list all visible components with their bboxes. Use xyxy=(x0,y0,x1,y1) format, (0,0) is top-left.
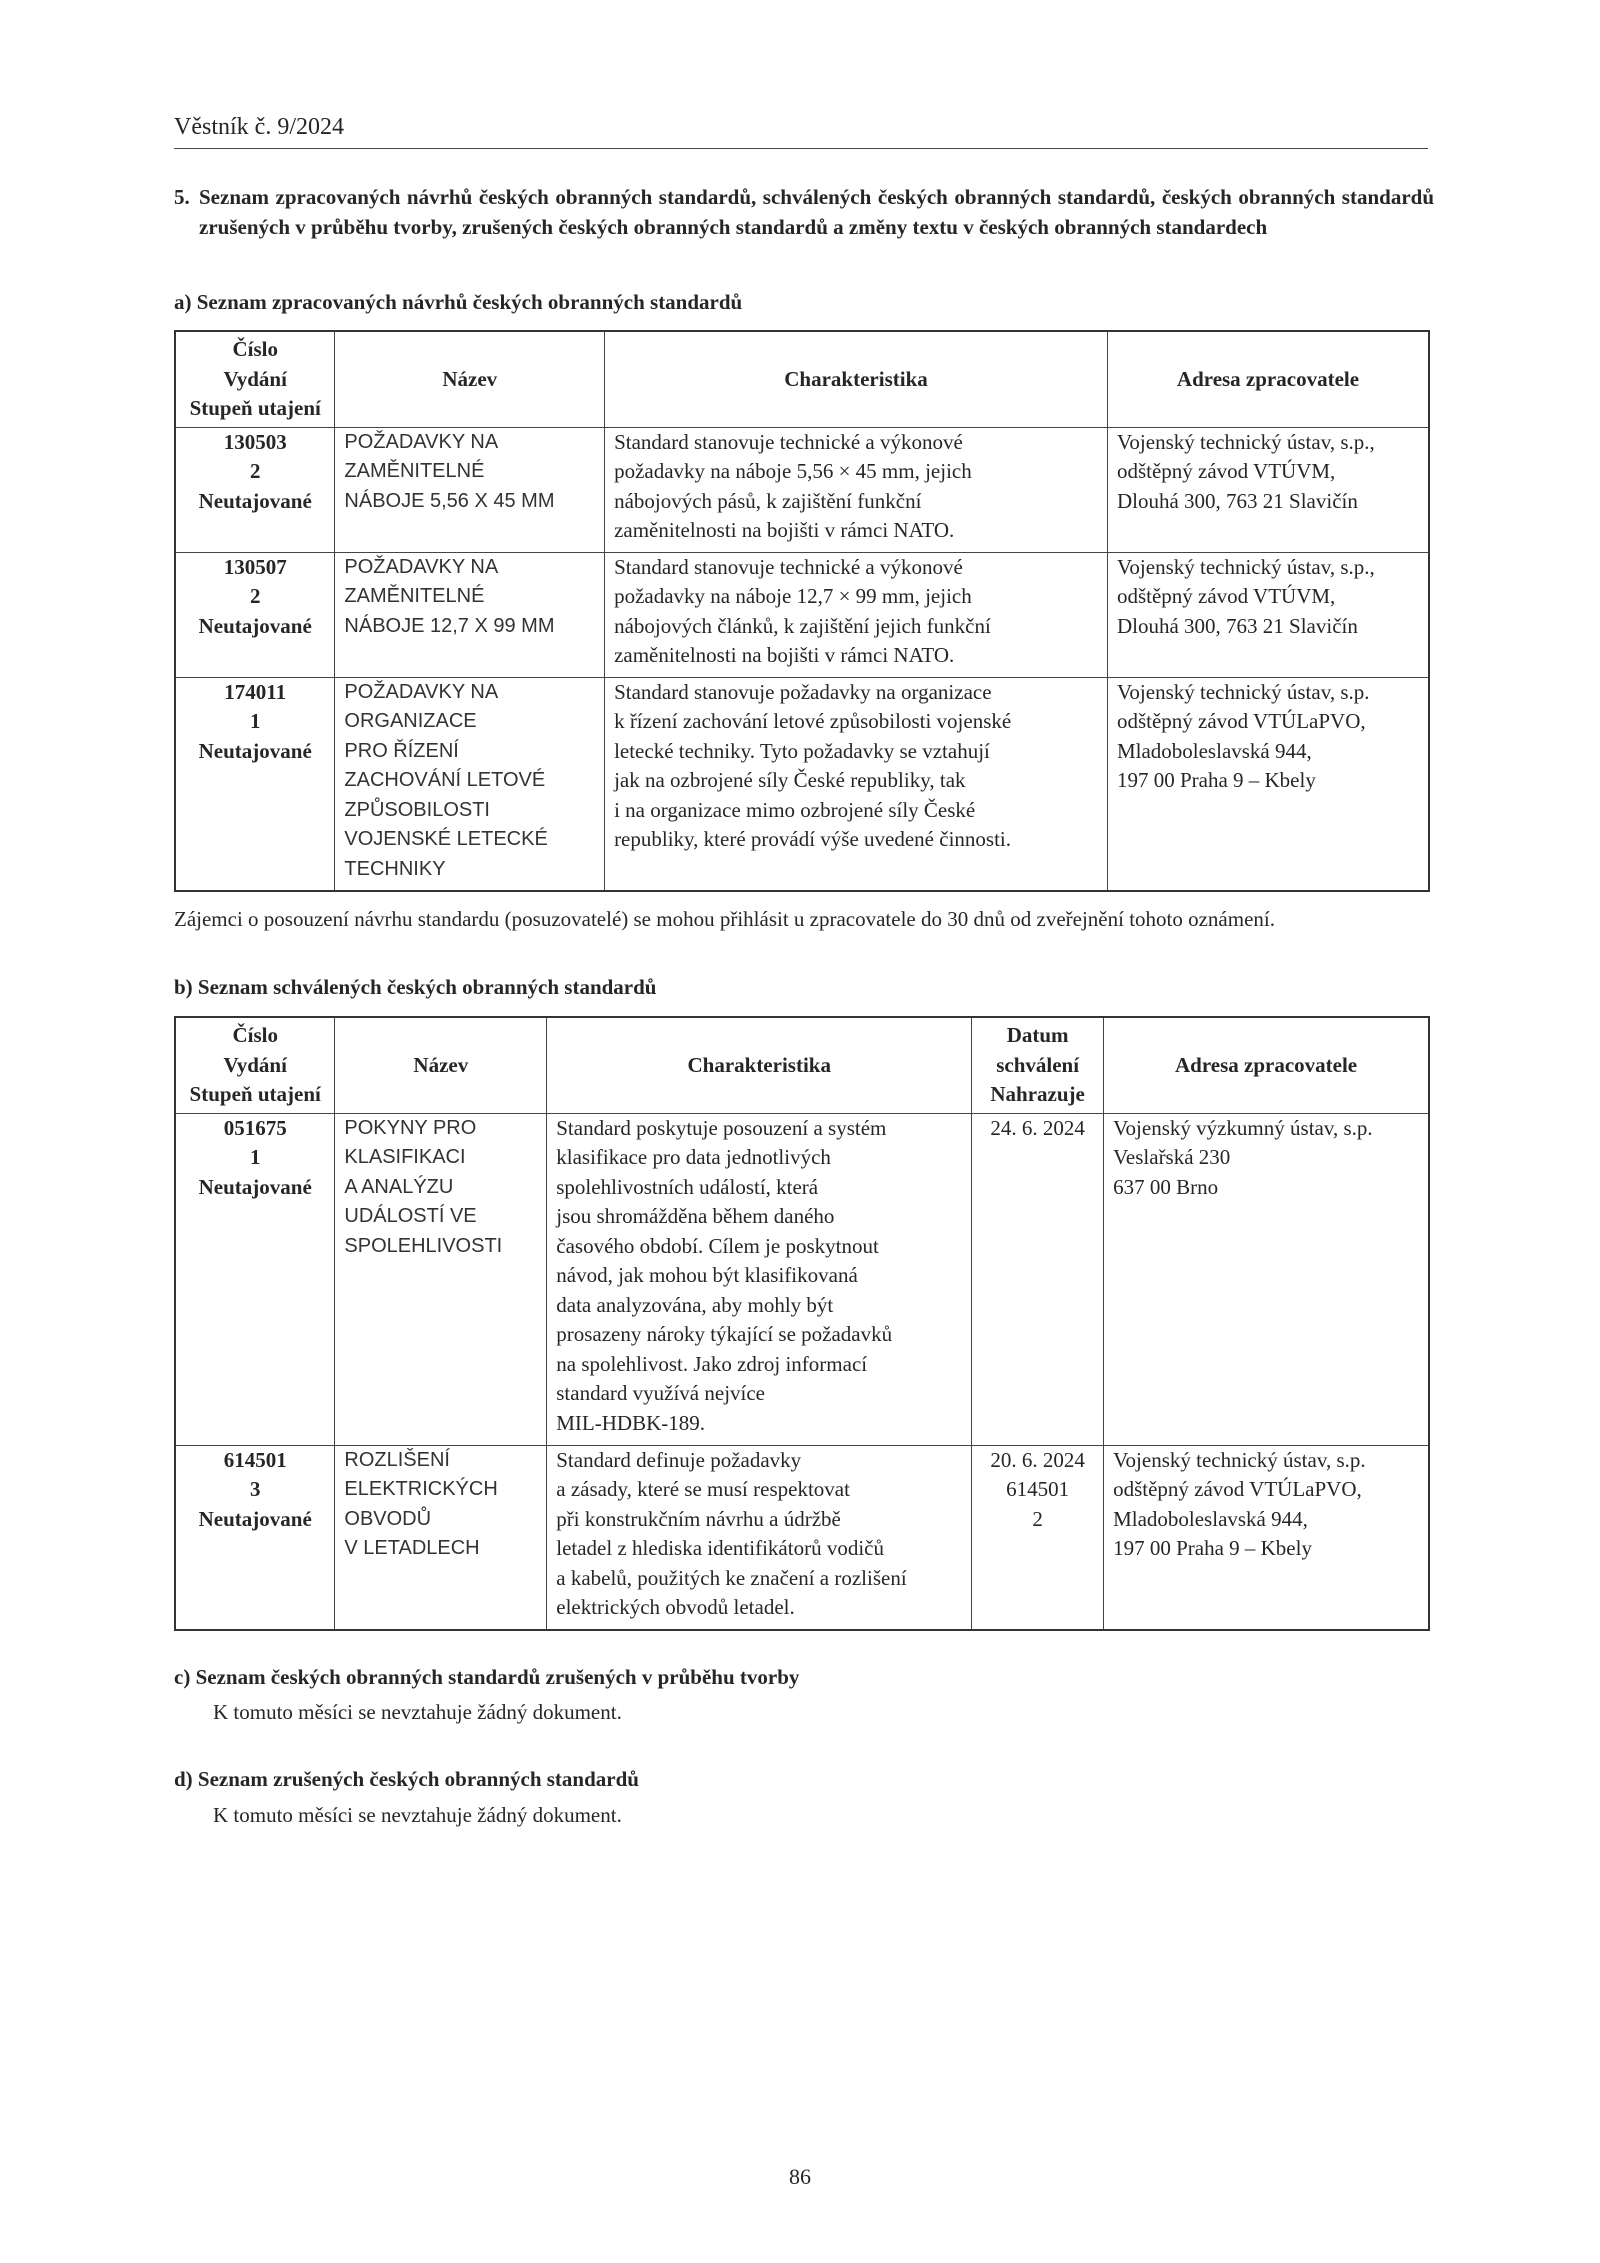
page-number: 86 xyxy=(789,2164,811,2189)
cell-cislo: 130503 2 Neutajované xyxy=(175,427,335,552)
cell-charakteristika: Standard stanovuje technické a výkonové požadavky na náboje 5,56 × 45 mm, jejich nábojových pásů, k zajištění funkční zaměnitelnosti na bojišti v rámci NATO. xyxy=(605,427,1108,552)
section-title-text: Seznam zpracovaných návrhů českých obranných standardů, schválených českých obranných standardů, českých obranných standardů zrušených v průběhu tvorby, zrušených českých obranných standardů a změny textu v českých obranných standardech xyxy=(199,185,1434,239)
cell-charakteristika: Standard definuje požadavky a zásady, které se musí respektovat při konstrukčním návrhu a údržbě letadel z hlediska identifikátorů vodičů a kabelů, použitých ke značení a rozlišení elektrických obvodů letadel. xyxy=(547,1445,972,1630)
cell-cislo: 051675 1 Neutajované xyxy=(175,1113,335,1445)
col-header-adresa: Adresa zpracovatele xyxy=(1107,331,1429,427)
drafts-note: Zájemci o posouzení návrhu standardu (posuzovatelé) se mohou přihlásit u zpracovatele do 30 dnů od zveřejnění tohoto oznámení. xyxy=(174,907,1275,931)
table-row xyxy=(175,552,1429,677)
cell-charakteristika: Standard stanovuje požadavky na organizace k řízení zachování letové způsobilosti vojenské letecké techniky. Tyto požadavky se vztahují jak na ozbrojené síly České republiky, tak i na organizace mimo ozbrojené síly České republiky, které provádí výše uvedené činnosti. xyxy=(605,677,1108,891)
col-header-charakteristika: Charakteristika xyxy=(605,331,1108,427)
section-title xyxy=(174,183,1434,242)
journal-header: Věstník č. 9/2024 xyxy=(174,114,1428,149)
cell-nazev: ROZLIŠENÍ ELEKTRICKÝCH OBVODŮ V LETADLECH xyxy=(335,1445,547,1630)
table-row xyxy=(175,427,1429,552)
col-header-nazev: Název xyxy=(335,331,605,427)
table-row xyxy=(175,677,1429,891)
cell-nazev: POŽADAVKY NA ZAMĚNITELNÉ NÁBOJE 5,56 X 45 MM xyxy=(335,427,605,552)
cell-charakteristika: Standard stanovuje technické a výkonové požadavky na náboje 12,7 × 99 mm, jejich nábojových článků, k zajištění jejich funkční zaměnitelnosti na bojišti v rámci NATO. xyxy=(605,552,1108,677)
cell-cislo: 614501 3 Neutajované xyxy=(175,1445,335,1630)
col-header-cislo: Číslo Vydání Stupeň utajení xyxy=(175,1017,335,1113)
cell-cislo: 130507 2 Neutajované xyxy=(175,552,335,677)
cell-nazev: POKYNY PRO KLASIFIKACI A ANALÝZU UDÁLOSTÍ VE SPOLEHLIVOSTI xyxy=(335,1113,547,1445)
part-c-title: c) Seznam českých obranných standardů zrušených v průběhu tvorby xyxy=(174,1665,800,1689)
cell-datum: 24. 6. 2024 xyxy=(972,1113,1104,1445)
part-d-text: K tomuto měsíci se nevztahuje žádný dokument. xyxy=(213,1803,622,1827)
part-b-title: b) Seznam schválených českých obranných standardů xyxy=(174,975,657,999)
cell-cislo: 174011 1 Neutajované xyxy=(175,677,335,891)
col-header-charakteristika: Charakteristika xyxy=(547,1017,972,1113)
col-header-nazev: Název xyxy=(335,1017,547,1113)
cell-adresa: Vojenský technický ústav, s.p. odštěpný závod VTÚLaPVO, Mladoboleslavská 944, 197 00 Praha 9 – Kbely xyxy=(1107,677,1429,891)
cell-adresa: Vojenský technický ústav, s.p., odštěpný závod VTÚVM, Dlouhá 300, 763 21 Slavičín xyxy=(1107,552,1429,677)
part-a-title: a) Seznam zpracovaných návrhů českých obranných standardů xyxy=(174,290,743,314)
table-header-row xyxy=(175,1017,1429,1113)
cell-datum: 20. 6. 2024 614501 2 xyxy=(972,1445,1104,1630)
cell-charakteristika: Standard poskytuje posouzení a systém klasifikace pro data jednotlivých spolehlivostních událostí, která jsou shromážděna během daného časového období. Cílem je poskytnout návod, jak mohou být klasifikovaná data analyzována, aby mohly být prosazeny nároky týkající se požadavků na spolehlivost. Jako zdroj informací standard využívá nejvíce MIL-HDBK-189. xyxy=(547,1113,972,1445)
cell-nazev: POŽADAVKY NA ORGANIZACE PRO ŘÍZENÍ ZACHOVÁNÍ LETOVÉ ZPŮSOBILOSTI VOJENSKÉ LETECKÉ TECHNIKY xyxy=(335,677,605,891)
table-approved xyxy=(174,1016,1430,1631)
part-c-text: K tomuto měsíci se nevztahuje žádný dokument. xyxy=(213,1700,622,1724)
col-header-cislo: Číslo Vydání Stupeň utajení xyxy=(175,331,335,427)
cell-nazev: POŽADAVKY NA ZAMĚNITELNÉ NÁBOJE 12,7 X 99 MM xyxy=(335,552,605,677)
section-number: 5. xyxy=(174,185,190,209)
table-row xyxy=(175,1445,1429,1630)
cell-adresa: Vojenský technický ústav, s.p., odštěpný závod VTÚVM, Dlouhá 300, 763 21 Slavičín xyxy=(1107,427,1429,552)
part-d-title: d) Seznam zrušených českých obranných standardů xyxy=(174,1767,639,1791)
col-header-adresa: Adresa zpracovatele xyxy=(1104,1017,1429,1113)
table-drafts xyxy=(174,330,1430,892)
col-header-datum: Datum schválení Nahrazuje xyxy=(972,1017,1104,1113)
cell-adresa: Vojenský technický ústav, s.p. odštěpný závod VTÚLaPVO, Mladoboleslavská 944, 197 00 Praha 9 – Kbely xyxy=(1104,1445,1429,1630)
table-header-row xyxy=(175,331,1429,427)
cell-adresa: Vojenský výzkumný ústav, s.p. Veslařská 230 637 00 Brno xyxy=(1104,1113,1429,1445)
table-row xyxy=(175,1113,1429,1445)
